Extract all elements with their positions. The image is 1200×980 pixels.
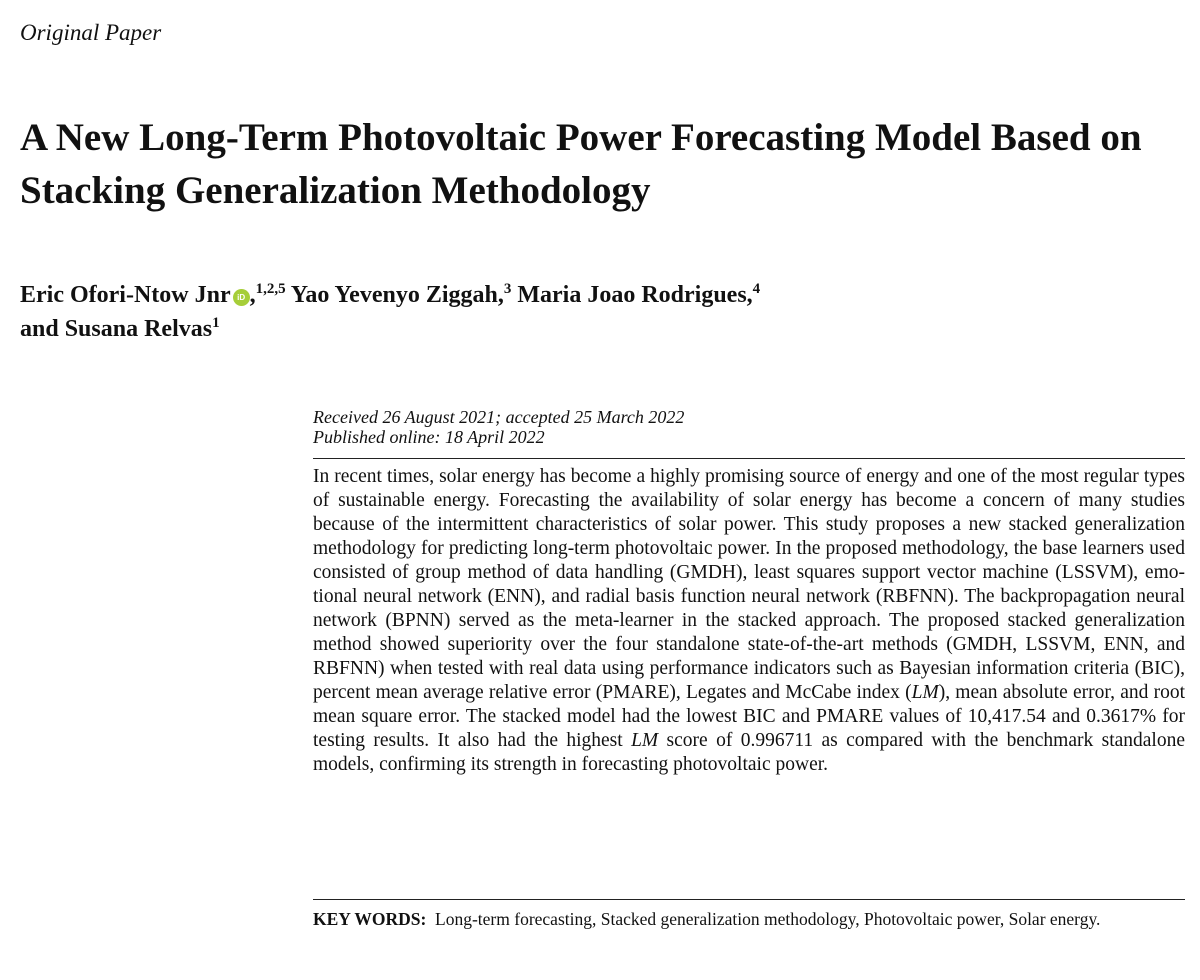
author-name[interactable]: Yao Yevenyo Ziggah xyxy=(290,282,498,308)
paper-title: A New Long-Term Photovoltaic Power Forecasting Model Based on Stacking Generalization Methodology xyxy=(20,116,1142,212)
abstract-top-divider xyxy=(313,458,1185,459)
received-accepted-dates: Received 26 August 2021; accepted 25 March 2022 xyxy=(313,407,685,427)
lm-symbol: LM xyxy=(631,730,659,751)
author-affiliation: 4 xyxy=(752,281,761,297)
article-type-label: Original Paper xyxy=(20,20,162,45)
author-affiliation: 1 xyxy=(212,315,220,331)
keywords-label: KEY WORDS: xyxy=(313,909,427,929)
keywords xyxy=(313,908,1185,930)
publication-dates xyxy=(313,407,684,447)
abstract-text: score of 0.996711 as compared with the benchmark standalone models, confirming its strength in forecasting photovoltaic power. xyxy=(313,730,1185,775)
published-online-date: Published online: 18 April 2022 xyxy=(313,427,545,447)
author-name[interactable]: Maria Joao Rodrigues xyxy=(517,282,747,308)
keywords-text: Long-term forecasting, Stacked generalization methodology, Photovoltaic power, Solar energy. xyxy=(435,909,1101,929)
author-connector: and xyxy=(20,316,59,342)
abstract-bottom-divider xyxy=(313,899,1185,900)
author-name[interactable]: Eric Ofori-Ntow Jnr xyxy=(20,282,231,308)
abstract-text: ), mean absolute error, and root mean square error. The stacked model had the lowest BIC and PMARE values of 10,417.54 and 0.3617% for testing results. It also had the highest xyxy=(313,682,1185,751)
author-name[interactable]: Susana Relvas xyxy=(64,316,213,342)
author-affiliation: 1,2,5 xyxy=(255,281,286,297)
author-affiliation: 3 xyxy=(503,281,512,297)
abstract-text: In recent times, solar energy has become a highly promising source of energy and one of the most regular types of sustainable energy. Forecasting the availability of solar energy has become a concern of many studies because of the intermittent characteristics of solar power. This study proposes a new stacked generalization methodology for predicting long-term photovoltaic power. In the proposed methodology, the base learners used consisted of group method of data handling (GMDH), least squares support vector machine (LSSVM), emotional neural network (ENN), and radial basis function neural network (RBFNN). The backpropagation neural network (BPNN) served as the meta-learner in the stacked approach. The proposed stacked generalization method showed superiority over the four standalone state-of-the-art methods (GMDH, LSSVM, ENN, and RBFNN) when tested with real data using performance indicators such as Bayesian information criteria (BIC), percent mean average relative error (PMARE), Legates and McCabe index ( xyxy=(313,466,1185,703)
lm-symbol: LM xyxy=(911,682,939,703)
abstract xyxy=(313,465,1185,777)
orcid-icon[interactable]: iD xyxy=(233,289,250,306)
author-list: Eric Ofori-Ntow Jnr iD ,$^{1,2,5}$ Yao Yevenyo Ziggah,$^3$ Maria Joao Rodrigues,$^4$ and Susana Relvas$^1$ xyxy=(20,281,761,342)
